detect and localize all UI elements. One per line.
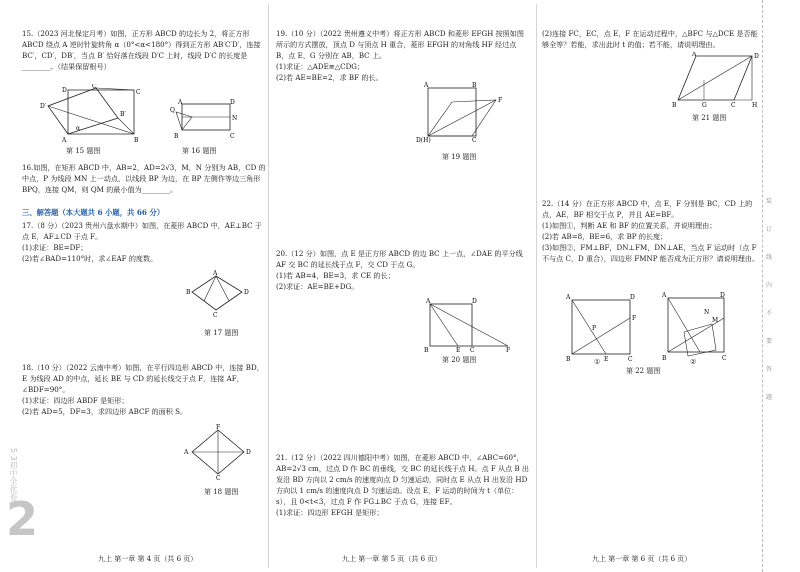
svg-text:A: A [184,449,189,456]
svg-text:G: G [702,102,707,108]
svg-text:D: D [754,53,759,60]
question-20: 20.（12 分）如图，点 E 是正方形 ABCD 的边 BC 上一点，∠DAE 的平分线 AF 交 BC 的延长线于点 F，交 CD 于点 G。 (1)若 AB=4，BE=3，求 CE 的长； (2)求证：AE=BE+DG。 [276,249,523,292]
cut-char: 订 [766,226,773,233]
svg-text:D: D [720,292,725,299]
figure-22-1 [562,294,640,364]
question-22: 22.（14 分）在正方形 ABCD 中，点 E，F 分别是 BC，CD 上的点，AE，BF 相交于点 P，并且 AE=BF。 (1)如图①，判断 AE 和 BF 的位置关系，并说明理由； (2)若 AB=8，BE=6，求 BP 的长度； (3)如图②，FM⊥BF，DN⊥FM，DN⊥AE，当点 F 运动时（点 F 不与点 C，D 重合），四边形 FMNP 能否成为正方形？请说明理由。 [542,199,760,264]
binding-cut-line [762,0,763,572]
svg-text:B: B [174,133,179,140]
figure-17 [186,270,256,318]
svg-text:M: M [712,317,719,324]
figure-15 [38,84,148,146]
svg-text:F: F [506,347,511,352]
svg-text:B: B [424,347,429,352]
svg-text:B: B [134,137,139,144]
svg-text:C′: C′ [92,84,98,90]
figure-20 [424,298,514,352]
svg-text:C: C [722,355,727,360]
svg-text:α: α [76,125,81,132]
question-18: 18.（10 分）（2022 云南中考）如图，在平行四边形 ABCD 中，连接 BD，E 为线段 AD 的中点，延长 BE 与 CD 的延长线交于点 F，连接 AF，∠BDF=90°。 (1)求证：四边形 ABDF 是矩形； (2)若 AD=5，DF=3，求四边形 ABCF 的面积 S。 [22,363,264,417]
svg-text:C: C [136,89,141,96]
cut-char: 内 [766,282,773,289]
svg-text:A: A [62,137,67,144]
footer-page-4: 九上 第一章 第 4 页（共 6 页） [98,555,198,563]
question-21-part2: (2)连接 FC，EC，点 E，F 在运动过程中，△BFC 与△DCE 是否能够全等？若能，求出此时 t 的值；若不能，请说明理由。 [542,29,758,50]
cut-char: 线 [766,254,773,261]
svg-text:D: D [230,99,235,106]
question-21: 21.（12 分）（2022 四川德阳中考）如图，在菱形 ABCD 中，∠ABC=60°，AB=2√3 cm，过点 D 作 BC 的垂线，交 BC 的延长线于点 H。点 F 从点 B 出发沿 BD 方向以 2 cm/s 的速度向点 D 匀速运动，同时点 E 从点 H 出发沿 HD 方向以 1 cm/s 的速度向点 D 匀速运动。设点 E，F 运动的时间为 t（单位：s），且 0<t<3，过点 F 作 FG⊥BC 于点 G，连接 EF。 (1)求证：四边形 EFGH 是矩形； [276,453,530,518]
svg-text:D: D [244,289,249,296]
svg-text:C: C [216,475,221,480]
svg-text:A: A [213,270,218,277]
footer-page-6: 九上 第一章 第 6 页（共 6 页） [592,555,692,563]
figure-16 [170,98,240,140]
svg-text:B: B [672,102,677,108]
cut-char: 不 [766,310,773,317]
svg-text:P: P [592,325,597,332]
svg-text:A: A [692,52,697,58]
page-4 [0,0,268,572]
figure-18 [178,424,254,480]
svg-text:A: A [662,292,667,299]
page-6 [536,0,764,572]
svg-text:H: H [752,102,758,108]
figure-22-label-1: ① [594,358,601,366]
svg-text:A: A [424,82,429,89]
svg-text:D′: D′ [40,103,47,110]
svg-text:C: C [472,137,477,144]
svg-text:B′: B′ [120,111,126,118]
svg-text:B: B [566,356,571,363]
caption-17: 第 17 题图 [204,329,239,337]
section-heading: 三、解答题（本大题共 6 小题，共 66 分） [22,208,165,217]
svg-text:Q: Q [170,107,175,114]
svg-text:C: C [470,347,475,352]
cut-char: 要 [766,338,773,345]
svg-text:B: B [472,82,477,89]
caption-19: 第 19 题图 [442,153,477,161]
svg-text:A: A [178,99,183,106]
svg-text:D: D [62,87,67,94]
caption-22: 第 22 题图 [626,367,661,375]
svg-text:D(H): D(H) [416,137,431,144]
svg-text:F: F [216,424,221,431]
caption-18: 第 18 题图 [204,488,239,496]
svg-text:B: B [662,355,667,360]
caption-15: 第 15 题图 [66,147,101,155]
svg-text:C: C [628,356,633,363]
figure-21 [668,52,766,108]
brand-sidebar: 5·3初中全优卷 [9,448,18,501]
caption-21: 第 21 题图 [692,114,727,122]
question-16: 16.如图，在矩形 ABCD 中，AB=2，AD=2√3，M，N 分别为 AB，CD 的中点，P 为线段 MN 上一动点，以线段 BP 为边，在 BP 左侧作等边三角形 BPQ，连接 QM，则 QM 的最小值为________。 [22,163,266,195]
question-17: 17.（8 分）（2023 贵州六盘水期中）如图，在菱形 ABCD 中，AE⊥BC 于点 E，AF⊥CD 于点 F。 (1)求证：BE=DF； (2)若∠BAD=110°时，求∠EAF 的度数。 [22,221,262,264]
question-19: 19.（10 分）（2022 贵州遵义中考）将正方形 ABCD 和菱形 EFGH 按照如图所示的方式摆放，顶点 D 与顶点 H 重合，菱形 EFGH 的对角线 HF 经过点 B，点 E，G 分别在 AB，BC 上。 (1)求证：△ADE≌△CDG； (2)若 AE=BE=2，求 BF 的长。 [276,29,524,83]
question-15: 15.（2023 河北保定月考）如图，正方形 ABCD 的边长为 2，将正方形 ABCD 绕点 A 逆时针旋转角 α（0°<α<180°）得到正方形 AB′C′D′，连接 BC′，CD′，DB′，当点 B′ 恰好落在线段 D′C 上时，线段 D′C 的长度是________。（结果保留根号） [22,29,261,72]
svg-text:E: E [456,347,461,352]
figure-22-2 [658,290,736,360]
svg-text:B: B [186,289,191,296]
svg-text:F: F [632,315,637,322]
svg-text:C: C [230,133,235,140]
svg-text:C: C [731,102,736,108]
svg-text:A: A [566,294,571,301]
svg-text:N: N [704,309,710,316]
cut-char: 题 [766,394,773,401]
svg-text:F: F [498,97,503,104]
svg-text:N: N [232,115,238,122]
footer-page-5: 九上 第一章 第 5 页（共 6 页） [342,555,442,563]
caption-16: 第 16 题图 [182,147,217,155]
svg-text:D: D [246,449,251,456]
svg-text:E: E [604,356,609,363]
svg-text:D: D [630,294,635,301]
figure-22-label-2: ② [690,358,697,366]
caption-20: 第 20 题图 [442,356,477,364]
page-5 [268,0,536,572]
cut-char: 装 [766,198,773,205]
cut-char: 答 [766,366,773,373]
svg-text:A: A [426,298,431,305]
svg-text:C: C [213,312,218,318]
figure-19 [416,82,506,144]
big-page-number: 2 [6,492,39,546]
svg-text:D: D [472,298,477,305]
